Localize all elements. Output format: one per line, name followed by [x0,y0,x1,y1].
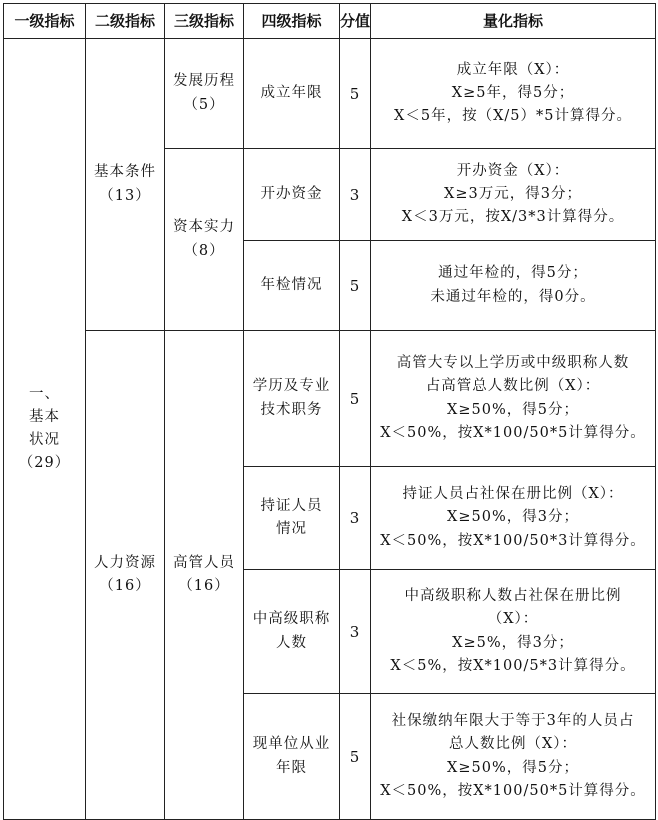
score-cell: 5 [340,39,371,149]
level3-cell [165,39,244,149]
header-score: 分值 [340,4,371,39]
quant-line: X＜50%，按X*100/50*5计算得分。 [380,782,646,799]
level3-cell [165,149,244,331]
quant-line: X≥50%，得5分； [447,759,579,776]
quant-line: 高管大专以上学历或中级职称人数 [396,355,630,372]
quant-line: X＜50%，按X*100/50*5计算得分。 [380,424,646,441]
level2-name: 基本条件 [94,164,156,181]
level4-cell: 成立年限 [244,39,340,149]
indicator-table [3,3,656,820]
level3-score: （8） [183,242,225,259]
level2-cell [86,39,165,331]
quant-line: （X）： [487,611,539,628]
header-level1: 一级指标 [4,4,86,39]
level3-score: （16） [178,578,230,594]
level3-name: 发展历程 [173,73,235,90]
level4-cell: 开办资金 [244,149,340,241]
quant-line: 占高管总人数比例（X）： [425,378,601,395]
quant-line: 中高级职称人数占社保在册比例 [404,588,622,605]
quant-line: 总人数比例（X）： [448,736,578,753]
level3-score: （5） [183,96,225,113]
score-cell: 3 [340,467,371,570]
score-cell: 3 [340,570,371,694]
quant-cell [371,241,656,331]
quant-line: 社保缴纳年限大于等于3年的人员占 [391,713,635,730]
header-level2: 二级指标 [86,4,165,39]
header-quantitative: 量化指标 [371,4,656,39]
level1-cell [4,39,86,820]
quant-line: 开办资金（X）： [456,162,570,179]
quant-cell [371,570,656,694]
quant-cell [371,39,656,149]
score-cell: 5 [340,241,371,331]
level2-score: （16） [99,578,151,594]
quant-line: X≥50%，得3分； [447,509,579,526]
level4-cell [244,467,340,570]
quant-line: 成立年限（X）： [456,61,570,78]
level4-name: 中高级职称人数 [252,611,331,651]
quant-cell [371,331,656,467]
level4-cell: 年检情况 [244,241,340,331]
level4-name: 学历及专业技术职务 [252,378,331,418]
level4-cell [244,570,340,694]
header-row [4,4,656,39]
quant-line: 通过年检的，得5分； [438,265,588,282]
header-level4: 四级指标 [244,4,340,39]
level2-cell [86,331,165,820]
table-row [4,331,656,467]
level3-name: 高管人员 [173,554,235,571]
quant-line: 持证人员占社保在册比例（X）： [402,486,624,503]
score-cell: 5 [340,331,371,467]
quant-cell [371,694,656,820]
quant-line: X＜5%，按X*100/5*3计算得分。 [390,657,636,674]
level3-cell [165,331,244,820]
score-cell: 5 [340,694,371,820]
level3-name: 资本实力 [173,219,235,236]
header-level3: 三级指标 [165,4,244,39]
quant-line: X≥5%，得3分； [452,634,574,651]
level1-name: 一、基本状况 [29,385,60,448]
quant-line: X≥50%，得5分； [447,401,579,418]
level2-score: （13） [99,187,151,204]
level4-name: 持证人员情况 [260,497,323,537]
level4-name: 现单位从业年限 [252,736,331,776]
quant-line: X＜50%，按X*100/50*3计算得分。 [380,532,646,549]
quant-line: 未通过年检的，得0分。 [430,288,596,305]
level4-cell [244,694,340,820]
table-row [4,39,656,149]
quant-line: X＜5年，按（X/5）*5计算得分。 [394,108,632,125]
score-cell: 3 [340,149,371,241]
level4-cell [244,331,340,467]
quant-line: X＜3万元，按X/3*3计算得分。 [401,209,625,226]
quant-cell [371,149,656,241]
level2-name: 人力资源 [94,554,156,571]
quant-cell [371,467,656,570]
level1-score: （29） [18,455,71,472]
quant-line: X≥5年，得5分； [451,84,575,101]
quant-line: X≥3万元，得3分； [444,185,582,202]
